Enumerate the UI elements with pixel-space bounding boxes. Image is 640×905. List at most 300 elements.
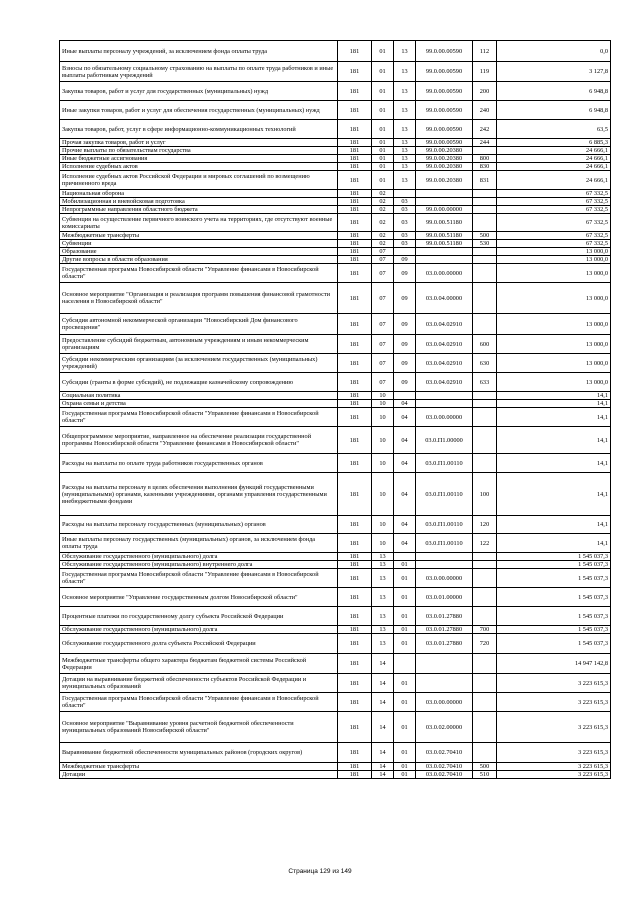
section-code-cell: 10 — [372, 516, 394, 534]
section-code-cell: 13 — [372, 569, 394, 588]
table-row — [60, 743, 611, 763]
section-code-cell: 10 — [372, 392, 394, 400]
row-name-cell: Межбюджетные трансферты — [60, 232, 338, 240]
grbs-code-cell: 181 — [338, 588, 372, 607]
section-code-cell: 01 — [372, 120, 394, 139]
row-name-cell: Основное мероприятие "Организация и реализация программ повышения финансовой грамотности населения в Новосибирской области" — [60, 283, 338, 314]
table-row — [60, 634, 611, 654]
section-code-cell: 02 — [372, 206, 394, 214]
section-code-cell: 02 — [372, 240, 394, 248]
grbs-code-cell: 181 — [338, 454, 372, 473]
subsection-code-cell: 13 — [394, 139, 416, 147]
table-row — [60, 190, 611, 198]
amount-cell: 24 666,1 — [497, 171, 611, 190]
grbs-code-cell: 181 — [338, 763, 372, 771]
subsection-code-cell: 13 — [394, 62, 416, 82]
subsection-code-cell: 04 — [394, 454, 416, 473]
section-code-cell: 10 — [372, 408, 394, 427]
grbs-code-cell: 181 — [338, 427, 372, 454]
grbs-code-cell: 181 — [338, 139, 372, 147]
subsection-code-cell — [394, 654, 416, 674]
grbs-code-cell: 181 — [338, 101, 372, 120]
row-name-cell: Субсидии (гранты в форме субсидий), не подлежащие казначейскому сопровождению — [60, 373, 338, 392]
table-row — [60, 155, 611, 163]
subsection-code-cell: 04 — [394, 427, 416, 454]
subsection-code-cell — [394, 392, 416, 400]
section-code-cell: 10 — [372, 400, 394, 408]
table-row — [60, 256, 611, 264]
table-row — [60, 206, 611, 214]
grbs-code-cell: 181 — [338, 214, 372, 232]
row-name-cell: Мобилизационная и вневойсковая подготовка — [60, 198, 338, 206]
section-code-cell: 01 — [372, 41, 394, 62]
section-code-cell: 13 — [372, 607, 394, 626]
amount-cell: 13 000,0 — [497, 283, 611, 314]
amount-cell: 3 127,8 — [497, 62, 611, 82]
grbs-code-cell: 181 — [338, 392, 372, 400]
grbs-code-cell: 181 — [338, 634, 372, 654]
expense-type-cell: 720 — [473, 634, 497, 654]
target-article-cell: 03.0.01.27880 — [416, 626, 473, 634]
subsection-code-cell: 01 — [394, 634, 416, 654]
expense-type-cell: 112 — [473, 41, 497, 62]
target-article-cell: 99.0.00.00590 — [416, 41, 473, 62]
expense-type-cell: 530 — [473, 240, 497, 248]
expense-type-cell — [473, 454, 497, 473]
expense-type-cell: 119 — [473, 62, 497, 82]
grbs-code-cell: 181 — [338, 198, 372, 206]
target-article-cell: 99.0.00.20380 — [416, 147, 473, 155]
grbs-code-cell: 181 — [338, 206, 372, 214]
table-row — [60, 41, 611, 62]
expense-type-cell: 830 — [473, 163, 497, 171]
expense-type-cell: 800 — [473, 155, 497, 163]
amount-cell: 24 666,1 — [497, 163, 611, 171]
grbs-code-cell: 181 — [338, 335, 372, 354]
table-row — [60, 373, 611, 392]
expense-type-cell — [473, 588, 497, 607]
subsection-code-cell: 01 — [394, 588, 416, 607]
table-row — [60, 427, 611, 454]
row-name-cell: Обслуживание государственного (муниципального) внутреннего долга — [60, 561, 338, 569]
expense-type-cell: 242 — [473, 120, 497, 139]
subsection-code-cell: 03 — [394, 198, 416, 206]
document-page — [59, 40, 610, 779]
subsection-code-cell: 13 — [394, 171, 416, 190]
expense-type-cell — [473, 674, 497, 693]
amount-cell: 3 223 615,3 — [497, 712, 611, 743]
expense-type-cell: 510 — [473, 771, 497, 779]
expense-type-cell — [473, 392, 497, 400]
row-name-cell: Основное мероприятие "Выравнивание уровня расчетной бюджетной обеспеченности муниципальных образований Новосибирской области" — [60, 712, 338, 743]
section-code-cell: 07 — [372, 354, 394, 373]
amount-cell: 14,1 — [497, 427, 611, 454]
expense-type-cell: 120 — [473, 516, 497, 534]
table-row — [60, 335, 611, 354]
amount-cell: 14 947 142,8 — [497, 654, 611, 674]
grbs-code-cell: 181 — [338, 743, 372, 763]
amount-cell: 6 948,8 — [497, 82, 611, 101]
table-row — [60, 553, 611, 561]
section-code-cell: 01 — [372, 155, 394, 163]
grbs-code-cell: 181 — [338, 654, 372, 674]
amount-cell: 1 545 037,3 — [497, 569, 611, 588]
subsection-code-cell: 04 — [394, 473, 416, 516]
grbs-code-cell: 181 — [338, 155, 372, 163]
subsection-code-cell: 01 — [394, 763, 416, 771]
row-name-cell: Субсидии некоммерческим организациям (за исключением государственных (муниципальных) учреждений) — [60, 354, 338, 373]
target-article-cell: 03.0.П1.00110 — [416, 454, 473, 473]
row-name-cell: Государственная программа Новосибирской области "Управление финансами в Новосибирской области" — [60, 569, 338, 588]
amount-cell: 1 545 037,3 — [497, 626, 611, 634]
table-row — [60, 171, 611, 190]
row-name-cell: Охрана семьи и детства — [60, 400, 338, 408]
table-row — [60, 516, 611, 534]
grbs-code-cell: 181 — [338, 561, 372, 569]
expense-type-cell: 630 — [473, 354, 497, 373]
section-code-cell: 14 — [372, 712, 394, 743]
table-row — [60, 163, 611, 171]
row-name-cell: Иные выплаты персоналу государственных (муниципальных) органов, за исключением фонда оплаты труда — [60, 534, 338, 553]
subsection-code-cell: 09 — [394, 354, 416, 373]
target-article-cell: 03.0.01.27880 — [416, 634, 473, 654]
target-article-cell: 03.0.00.00000 — [416, 264, 473, 283]
section-code-cell: 07 — [372, 256, 394, 264]
target-article-cell: 99.0.00.00590 — [416, 82, 473, 101]
grbs-code-cell: 181 — [338, 232, 372, 240]
amount-cell: 67 332,5 — [497, 190, 611, 198]
budget-table-body — [60, 41, 611, 779]
subsection-code-cell: 04 — [394, 400, 416, 408]
grbs-code-cell: 181 — [338, 190, 372, 198]
expense-type-cell: 500 — [473, 232, 497, 240]
grbs-code-cell: 181 — [338, 147, 372, 155]
row-name-cell: Процентные платежи по государственному долгу субъекта Российской Федерации — [60, 607, 338, 626]
target-article-cell: 99.0.00.20380 — [416, 171, 473, 190]
target-article-cell: 99.0.00.20380 — [416, 155, 473, 163]
amount-cell: 14,1 — [497, 516, 611, 534]
amount-cell: 14,1 — [497, 454, 611, 473]
target-article-cell: 99.0.00.00590 — [416, 120, 473, 139]
target-article-cell: 99.0.00.00590 — [416, 139, 473, 147]
section-code-cell: 14 — [372, 674, 394, 693]
subsection-code-cell: 13 — [394, 41, 416, 62]
table-row — [60, 607, 611, 626]
grbs-code-cell: 181 — [338, 163, 372, 171]
table-row — [60, 569, 611, 588]
subsection-code-cell: 13 — [394, 101, 416, 120]
target-article-cell — [416, 190, 473, 198]
grbs-code-cell: 181 — [338, 314, 372, 335]
row-name-cell: Закупка товаров, работ, услуг в сфере информационно-коммуникационных технологий — [60, 120, 338, 139]
subsection-code-cell: 01 — [394, 626, 416, 634]
grbs-code-cell: 181 — [338, 674, 372, 693]
table-row — [60, 454, 611, 473]
grbs-code-cell: 181 — [338, 120, 372, 139]
expense-type-cell — [473, 147, 497, 155]
target-article-cell: 99.0.00.51180 — [416, 232, 473, 240]
expense-type-cell: 831 — [473, 171, 497, 190]
section-code-cell: 10 — [372, 427, 394, 454]
subsection-code-cell: 01 — [394, 693, 416, 712]
amount-cell: 3 223 615,3 — [497, 674, 611, 693]
subsection-code-cell: 09 — [394, 283, 416, 314]
section-code-cell: 07 — [372, 335, 394, 354]
expense-type-cell — [473, 427, 497, 454]
section-code-cell: 13 — [372, 561, 394, 569]
row-name-cell: Межбюджетные трансферты общего характера бюджетам бюджетной системы Российской Федерации — [60, 654, 338, 674]
expense-type-cell — [473, 206, 497, 214]
subsection-code-cell: 13 — [394, 155, 416, 163]
expense-type-cell: 600 — [473, 335, 497, 354]
row-name-cell: Расходы на выплаты персоналу государственных (муниципальных) органов — [60, 516, 338, 534]
target-article-cell: 03.0.02.70410 — [416, 771, 473, 779]
section-code-cell: 14 — [372, 763, 394, 771]
section-code-cell: 01 — [372, 101, 394, 120]
subsection-code-cell: 04 — [394, 408, 416, 427]
section-code-cell: 13 — [372, 553, 394, 561]
target-article-cell: 03.0.02.00000 — [416, 712, 473, 743]
target-article-cell: 03.0.00.00000 — [416, 569, 473, 588]
row-name-cell: Расходы на выплаты персоналу в целях обеспечения выполнения функций государственными (муниципальными) органами, казенными учреждениями, органами управления государственными внебюджетными фондами — [60, 473, 338, 516]
target-article-cell: 99.0.00.00000 — [416, 206, 473, 214]
target-article-cell: 03.0.04.02910 — [416, 373, 473, 392]
subsection-code-cell: 13 — [394, 82, 416, 101]
expense-type-cell — [473, 607, 497, 626]
expense-type-cell: 240 — [473, 101, 497, 120]
section-code-cell: 01 — [372, 139, 394, 147]
target-article-cell — [416, 553, 473, 561]
row-name-cell: Межбюджетные трансферты — [60, 763, 338, 771]
expense-type-cell — [473, 214, 497, 232]
expense-type-cell — [473, 198, 497, 206]
subsection-code-cell — [394, 553, 416, 561]
amount-cell: 3 223 615,3 — [497, 743, 611, 763]
target-article-cell: 03.0.П1.00110 — [416, 473, 473, 516]
table-row — [60, 763, 611, 771]
subsection-code-cell: 09 — [394, 335, 416, 354]
budget-table — [59, 40, 611, 779]
subsection-code-cell: 09 — [394, 314, 416, 335]
expense-type-cell: 122 — [473, 534, 497, 553]
table-row — [60, 654, 611, 674]
expense-type-cell: 500 — [473, 763, 497, 771]
table-row — [60, 139, 611, 147]
grbs-code-cell: 181 — [338, 534, 372, 553]
amount-cell: 67 332,5 — [497, 232, 611, 240]
grbs-code-cell: 181 — [338, 607, 372, 626]
table-row — [60, 248, 611, 256]
row-name-cell: Государственная программа Новосибирской области "Управление финансами в Новосибирской области" — [60, 264, 338, 283]
amount-cell: 14,1 — [497, 534, 611, 553]
expense-type-cell — [473, 654, 497, 674]
section-code-cell: 01 — [372, 82, 394, 101]
table-row — [60, 674, 611, 693]
section-code-cell: 02 — [372, 190, 394, 198]
expense-type-cell — [473, 190, 497, 198]
target-article-cell — [416, 674, 473, 693]
grbs-code-cell: 181 — [338, 354, 372, 373]
expense-type-cell: 100 — [473, 473, 497, 516]
row-name-cell: Государственная программа Новосибирской области "Управление финансами в Новосибирской области" — [60, 693, 338, 712]
row-name-cell: Прочие выплаты по обязательствам государства — [60, 147, 338, 155]
amount-cell: 1 545 037,3 — [497, 607, 611, 626]
subsection-code-cell — [394, 190, 416, 198]
grbs-code-cell: 181 — [338, 693, 372, 712]
subsection-code-cell: 09 — [394, 373, 416, 392]
target-article-cell: 03.0.02.70410 — [416, 763, 473, 771]
expense-type-cell: 700 — [473, 626, 497, 634]
table-row — [60, 264, 611, 283]
section-code-cell: 07 — [372, 248, 394, 256]
amount-cell: 6 885,3 — [497, 139, 611, 147]
table-row — [60, 693, 611, 712]
section-code-cell: 02 — [372, 232, 394, 240]
table-row — [60, 232, 611, 240]
amount-cell: 6 948,8 — [497, 101, 611, 120]
table-row — [60, 534, 611, 553]
amount-cell: 67 332,5 — [497, 214, 611, 232]
target-article-cell: 03.0.04.02910 — [416, 314, 473, 335]
row-name-cell: Иные выплаты персоналу учреждений, за исключением фонда оплаты труда — [60, 41, 338, 62]
amount-cell: 1 545 037,3 — [497, 561, 611, 569]
target-article-cell: 03.0.04.02910 — [416, 354, 473, 373]
target-article-cell: 03.0.00.00000 — [416, 693, 473, 712]
section-code-cell: 01 — [372, 171, 394, 190]
target-article-cell — [416, 561, 473, 569]
section-code-cell: 13 — [372, 626, 394, 634]
subsection-code-cell: 01 — [394, 771, 416, 779]
section-code-cell: 10 — [372, 473, 394, 516]
section-code-cell: 13 — [372, 588, 394, 607]
section-code-cell: 01 — [372, 147, 394, 155]
grbs-code-cell: 181 — [338, 248, 372, 256]
subsection-code-cell: 09 — [394, 256, 416, 264]
row-name-cell: Предоставление субсидий бюджетным, автономным учреждениям и иным некоммерческим организациям — [60, 335, 338, 354]
row-name-cell: Обслуживание государственного (муниципального) долга — [60, 626, 338, 634]
subsection-code-cell: 01 — [394, 712, 416, 743]
section-code-cell: 01 — [372, 163, 394, 171]
table-row — [60, 473, 611, 516]
expense-type-cell — [473, 712, 497, 743]
target-article-cell: 03.0.00.00000 — [416, 408, 473, 427]
section-code-cell: 10 — [372, 454, 394, 473]
table-row — [60, 101, 611, 120]
row-name-cell: Субсидия автономной некоммерческой организации "Новосибирский Дом финансового просвещения" — [60, 314, 338, 335]
section-code-cell: 14 — [372, 743, 394, 763]
row-name-cell: Расходы на выплаты по оплате труда работников государственных органов — [60, 454, 338, 473]
expense-type-cell — [473, 314, 497, 335]
expense-type-cell — [473, 400, 497, 408]
amount-cell: 13 000,0 — [497, 264, 611, 283]
target-article-cell: 99.0.00.51180 — [416, 214, 473, 232]
amount-cell: 3 223 615,3 — [497, 771, 611, 779]
grbs-code-cell: 181 — [338, 553, 372, 561]
section-code-cell: 10 — [372, 534, 394, 553]
row-name-cell: Иные закупки товаров, работ и услуг для обеспечения государственных (муниципальных) нужд — [60, 101, 338, 120]
table-row — [60, 626, 611, 634]
grbs-code-cell: 181 — [338, 82, 372, 101]
amount-cell: 13 000,0 — [497, 314, 611, 335]
target-article-cell: 03.0.01.00000 — [416, 588, 473, 607]
expense-type-cell: 244 — [473, 139, 497, 147]
expense-type-cell — [473, 283, 497, 314]
subsection-code-cell: 01 — [394, 569, 416, 588]
table-row — [60, 147, 611, 155]
grbs-code-cell: 181 — [338, 400, 372, 408]
amount-cell: 67 332,5 — [497, 206, 611, 214]
subsection-code-cell: 04 — [394, 516, 416, 534]
table-row — [60, 120, 611, 139]
target-article-cell — [416, 256, 473, 264]
grbs-code-cell: 181 — [338, 771, 372, 779]
table-row — [60, 588, 611, 607]
amount-cell: 0,0 — [497, 41, 611, 62]
row-name-cell: Обслуживание государственного долга субъекта Российской Федерации — [60, 634, 338, 654]
table-row — [60, 82, 611, 101]
amount-cell: 13 000,0 — [497, 248, 611, 256]
grbs-code-cell: 181 — [338, 516, 372, 534]
table-row — [60, 400, 611, 408]
grbs-code-cell: 181 — [338, 473, 372, 516]
row-name-cell: Государственная программа Новосибирской области "Управление финансами в Новосибирской области" — [60, 408, 338, 427]
amount-cell: 14,1 — [497, 408, 611, 427]
amount-cell: 1 545 037,3 — [497, 588, 611, 607]
grbs-code-cell: 181 — [338, 408, 372, 427]
target-article-cell: 03.0.П1.00110 — [416, 534, 473, 553]
subsection-code-cell: 13 — [394, 120, 416, 139]
amount-cell: 3 223 615,3 — [497, 763, 611, 771]
amount-cell: 14,1 — [497, 400, 611, 408]
amount-cell: 13 000,0 — [497, 335, 611, 354]
table-row — [60, 712, 611, 743]
table-row — [60, 240, 611, 248]
table-row — [60, 392, 611, 400]
row-name-cell: Субвенция на осуществление первичного воинского учета на территориях, где отсутствуют военные комиссариаты — [60, 214, 338, 232]
table-row — [60, 354, 611, 373]
page-number: Страница 129 из 149 — [288, 868, 352, 875]
amount-cell: 14,1 — [497, 392, 611, 400]
subsection-code-cell: 13 — [394, 147, 416, 155]
expense-type-cell — [473, 561, 497, 569]
target-article-cell: 03.0.02.70410 — [416, 743, 473, 763]
target-article-cell — [416, 392, 473, 400]
amount-cell: 13 000,0 — [497, 256, 611, 264]
subsection-code-cell: 01 — [394, 561, 416, 569]
section-code-cell: 14 — [372, 654, 394, 674]
target-article-cell: 03.0.П1.00110 — [416, 516, 473, 534]
table-row — [60, 214, 611, 232]
expense-type-cell — [473, 264, 497, 283]
section-code-cell: 13 — [372, 634, 394, 654]
subsection-code-cell: 04 — [394, 534, 416, 553]
amount-cell: 67 332,5 — [497, 240, 611, 248]
amount-cell: 13 000,0 — [497, 373, 611, 392]
table-row — [60, 314, 611, 335]
expense-type-cell — [473, 743, 497, 763]
section-code-cell: 01 — [372, 62, 394, 82]
subsection-code-cell: 13 — [394, 163, 416, 171]
row-name-cell: Национальная оборона — [60, 190, 338, 198]
target-article-cell — [416, 400, 473, 408]
grbs-code-cell: 181 — [338, 62, 372, 82]
row-name-cell: Общепрограммное мероприятие, направленное на обеспечение реализации государственной программы Новосибирской области "Управление финансами в Новосибирской области" — [60, 427, 338, 454]
grbs-code-cell: 181 — [338, 283, 372, 314]
grbs-code-cell: 181 — [338, 626, 372, 634]
row-name-cell: Дотации на выравнивание бюджетной обеспеченности субъектов Российской Федерации и муниципальных образований — [60, 674, 338, 693]
section-code-cell: 07 — [372, 264, 394, 283]
row-name-cell: Социальная политика — [60, 392, 338, 400]
